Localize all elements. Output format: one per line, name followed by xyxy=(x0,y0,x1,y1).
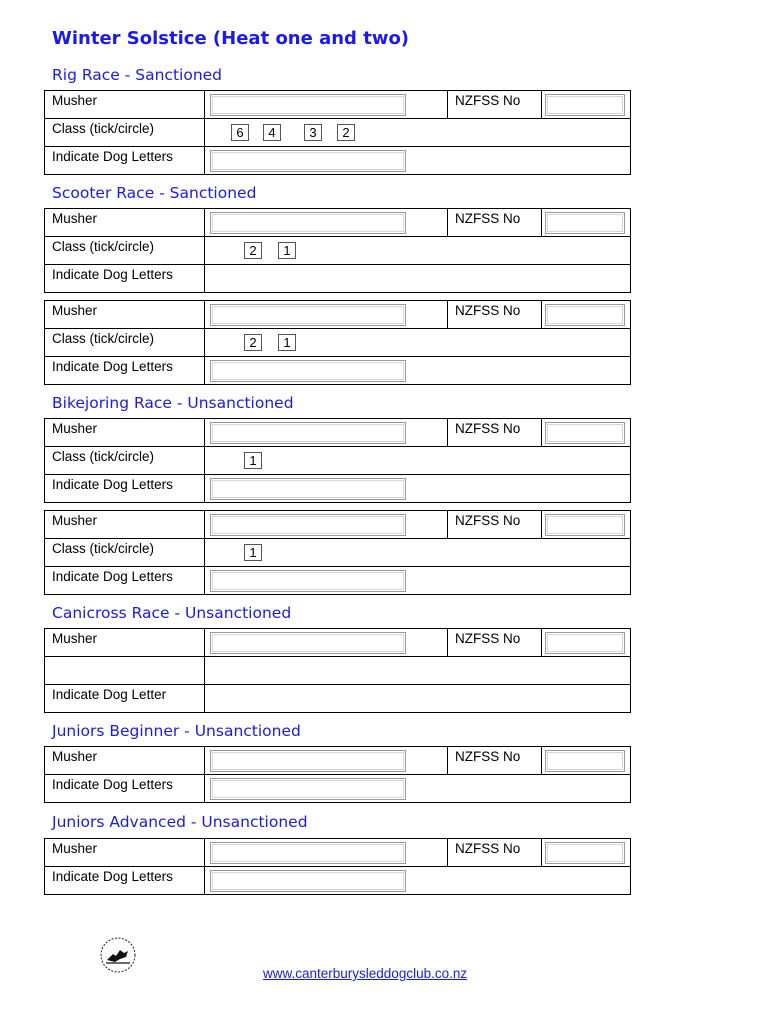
musher-input[interactable] xyxy=(210,94,406,116)
nzfss-label: NZFSS No xyxy=(447,301,542,328)
musher-label: Musher xyxy=(45,747,205,774)
row-border xyxy=(630,237,631,264)
class-row xyxy=(45,329,631,357)
nzfss-label: NZFSS No xyxy=(447,839,542,866)
dog-letters-row xyxy=(45,265,631,293)
class-checkbox-1[interactable]: 1 xyxy=(278,334,296,351)
musher-row xyxy=(45,747,631,775)
nzfss-input[interactable] xyxy=(545,842,625,864)
page-title: Winter Solstice (Heat one and two) xyxy=(52,28,410,49)
musher-input[interactable] xyxy=(210,632,406,654)
class-row xyxy=(45,447,631,475)
musher-label: Musher xyxy=(45,91,205,118)
class-row xyxy=(45,539,631,567)
class-checkbox-2[interactable]: 2 xyxy=(337,124,355,141)
nzfss-label: NZFSS No xyxy=(447,91,542,118)
row-border xyxy=(630,119,631,146)
section-heading-juniors-advanced: Juniors Advanced - Unsanctioned xyxy=(52,813,308,831)
juniors-advanced-table xyxy=(44,838,631,895)
row-border xyxy=(630,629,631,656)
row-border xyxy=(630,775,631,802)
class-checkbox-1[interactable]: 1 xyxy=(244,544,262,561)
musher-label: Musher xyxy=(45,301,205,328)
club-logo-icon xyxy=(98,935,138,975)
class-label: Class (tick/circle) xyxy=(45,119,205,146)
musher-input[interactable] xyxy=(210,842,406,864)
musher-row xyxy=(45,839,631,867)
musher-row xyxy=(45,91,631,119)
musher-input[interactable] xyxy=(210,514,406,536)
empty-row xyxy=(45,657,631,685)
empty-label-cell xyxy=(45,657,205,684)
class-checkbox-2[interactable]: 2 xyxy=(244,242,262,259)
dog-letters-row xyxy=(45,475,631,503)
class-label: Class (tick/circle) xyxy=(45,447,205,474)
dog-letters-input[interactable] xyxy=(210,150,406,172)
dog-letters-label: Indicate Dog Letters xyxy=(45,775,205,802)
dog-letters-label: Indicate Dog Letters xyxy=(45,567,205,594)
musher-label: Musher xyxy=(45,629,205,656)
nzfss-label: NZFSS No xyxy=(447,419,542,446)
dog-letters-label: Indicate Dog Letters xyxy=(45,867,205,894)
row-border xyxy=(630,657,631,684)
nzfss-label: NZFSS No xyxy=(447,629,542,656)
bikejoring-race-table-1 xyxy=(44,418,631,503)
scooter-race-table-2 xyxy=(44,300,631,385)
nzfss-input[interactable] xyxy=(545,750,625,772)
nzfss-label: NZFSS No xyxy=(447,209,542,236)
row-border xyxy=(630,301,631,328)
nzfss-input[interactable] xyxy=(545,514,625,536)
class-checkbox-1[interactable]: 1 xyxy=(278,242,296,259)
rig-race-table xyxy=(44,90,631,175)
row-border xyxy=(630,539,631,566)
class-checkbox-2[interactable]: 2 xyxy=(244,334,262,351)
canicross-race-table xyxy=(44,628,631,713)
row-border xyxy=(630,747,631,774)
class-row xyxy=(45,237,631,265)
nzfss-label: NZFSS No xyxy=(447,747,542,774)
dog-letters-label: Indicate Dog Letters xyxy=(45,475,205,502)
musher-row xyxy=(45,629,631,657)
class-checkbox-1[interactable]: 1 xyxy=(244,452,262,469)
row-border xyxy=(630,511,631,538)
row-border xyxy=(630,357,631,384)
dog-letters-label: Indicate Dog Letters xyxy=(45,265,205,292)
section-heading-canicross: Canicross Race - Unsanctioned xyxy=(52,604,292,622)
scooter-race-table-1 xyxy=(44,208,631,293)
musher-label: Musher xyxy=(45,209,205,236)
row-border xyxy=(630,209,631,236)
section-heading-scooter: Scooter Race - Sanctioned xyxy=(52,184,257,202)
row-border xyxy=(630,567,631,594)
class-checkbox-6[interactable]: 6 xyxy=(231,124,249,141)
musher-label: Musher xyxy=(45,419,205,446)
dog-letters-input[interactable] xyxy=(210,360,406,382)
class-label: Class (tick/circle) xyxy=(45,539,205,566)
dog-letter-label: Indicate Dog Letter xyxy=(45,685,205,712)
dog-letters-label: Indicate Dog Letters xyxy=(45,147,205,174)
row-border xyxy=(630,447,631,474)
row-border xyxy=(630,147,631,174)
musher-row xyxy=(45,209,631,237)
musher-input[interactable] xyxy=(210,422,406,444)
row-border xyxy=(630,329,631,356)
nzfss-input[interactable] xyxy=(545,422,625,444)
row-border xyxy=(630,685,631,712)
nzfss-label: NZFSS No xyxy=(447,511,542,538)
nzfss-input[interactable] xyxy=(545,94,625,116)
row-border xyxy=(630,91,631,118)
nzfss-input[interactable] xyxy=(545,212,625,234)
row-border xyxy=(630,475,631,502)
dog-letters-row xyxy=(45,357,631,385)
dog-letters-row xyxy=(45,567,631,595)
row-border xyxy=(630,839,631,866)
class-checkbox-4[interactable]: 4 xyxy=(263,124,281,141)
bikejoring-race-table-2 xyxy=(44,510,631,595)
row-border xyxy=(630,867,631,894)
class-checkbox-3[interactable]: 3 xyxy=(304,124,322,141)
dog-letters-input[interactable] xyxy=(210,870,406,892)
class-row xyxy=(45,119,631,147)
section-heading-juniors-beginner: Juniors Beginner - Unsanctioned xyxy=(52,722,301,740)
musher-label: Musher xyxy=(45,839,205,866)
dog-letter-row xyxy=(45,685,631,713)
juniors-beginner-table xyxy=(44,746,631,803)
dog-letters-label: Indicate Dog Letters xyxy=(45,357,205,384)
row-border xyxy=(630,265,631,292)
class-label: Class (tick/circle) xyxy=(45,237,205,264)
nzfss-input[interactable] xyxy=(545,632,625,654)
nzfss-input[interactable] xyxy=(545,304,625,326)
class-label: Class (tick/circle) xyxy=(45,329,205,356)
dog-letters-input[interactable] xyxy=(210,570,406,592)
musher-input[interactable] xyxy=(210,304,406,326)
dog-letters-row xyxy=(45,775,631,803)
club-website-link[interactable]: www.canterburysleddogclub.co.nz xyxy=(263,966,468,981)
dog-letters-input[interactable] xyxy=(210,478,406,500)
musher-row xyxy=(45,419,631,447)
musher-row xyxy=(45,511,631,539)
section-heading-bikejoring: Bikejoring Race - Unsanctioned xyxy=(52,394,294,412)
section-heading-rig: Rig Race - Sanctioned xyxy=(52,66,223,84)
musher-label: Musher xyxy=(45,511,205,538)
musher-row xyxy=(45,301,631,329)
dog-letters-row xyxy=(45,867,631,895)
row-border xyxy=(630,419,631,446)
musher-input[interactable] xyxy=(210,212,406,234)
dog-letters-row xyxy=(45,147,631,175)
musher-input[interactable] xyxy=(210,750,406,772)
dog-letters-input[interactable] xyxy=(210,778,406,800)
